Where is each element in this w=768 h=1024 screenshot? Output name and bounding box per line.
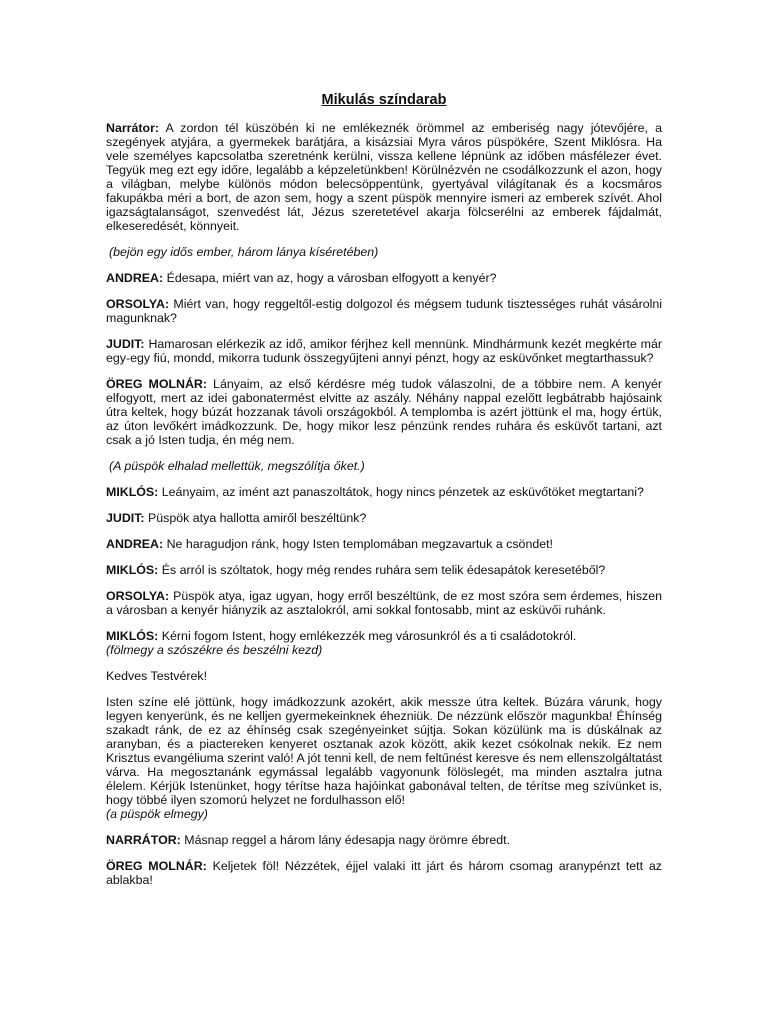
script-body bbox=[106, 121, 662, 887]
speaker-name: Narrátor: bbox=[106, 121, 160, 135]
dialogue-text: Keljetek föl! Nézzétek, éjjel valaki itt járt és három csomag aranypénzt tett az ablakba! bbox=[106, 859, 662, 887]
dialogue-text: Lányaim, az első kérdésre még tudok válaszolni, de a többire nem. A kenyér elfogyott, mert az idei gabonatermést elvitte az aszály. Néhány nappal ezelőtt legbátrabb hajósaink útra keltek, hogy búzát hozzanak távoli országokból. A templomba is azért jöttünk el ma, hogy értük, az úton levőkért imádkozzunk. De, hogy mikor lesz pénzünk rendes ruhára és esküvőt tartani, azt csak a jó Isten tudja, én még nem. bbox=[106, 377, 662, 447]
paragraph-text: Kedves Testvérek! bbox=[106, 669, 208, 683]
document-page bbox=[106, 92, 662, 887]
dialogue-text: Miért van, hogy reggeltől-estig dolgozol és mégsem tudunk tisztességes ruhát vásárolni magunknak? bbox=[106, 297, 662, 325]
dialogue-line bbox=[106, 859, 662, 887]
speaker-name: ANDREA: bbox=[106, 537, 164, 551]
speaker-name: ÖREG MOLNÁR: bbox=[106, 377, 208, 391]
dialogue-line bbox=[106, 629, 662, 657]
sermon-paragraph bbox=[106, 695, 662, 821]
speaker-name: ANDREA: bbox=[106, 271, 164, 285]
stage-direction: (fölmegy a szószékre és beszélni kezd) bbox=[106, 643, 323, 657]
dialogue-text: Hamarosan elérkezik az idő, amikor férjhez kell mennünk. Mindhármunk kezét megkérte már egy-egy fiú, mondd, mikorra tudunk összegyűjteni annyi pénzt, hogy az esküvőnket megtarthassuk? bbox=[106, 337, 662, 365]
dialogue-line bbox=[106, 337, 662, 365]
speaker-name: MIKLÓS: bbox=[106, 563, 159, 577]
sermon-paragraph bbox=[106, 669, 662, 683]
speaker-name: JUDIT: bbox=[106, 511, 145, 525]
dialogue-line bbox=[106, 121, 662, 233]
dialogue-line bbox=[106, 589, 662, 617]
dialogue-line bbox=[106, 485, 662, 499]
speaker-name: MIKLÓS: bbox=[106, 629, 159, 643]
stage-direction: (bejön egy idős ember, három lánya kíséretében) bbox=[109, 245, 379, 259]
dialogue-line bbox=[106, 563, 662, 577]
dialogue-line bbox=[106, 271, 662, 285]
speaker-name: ORSOLYA: bbox=[106, 297, 170, 311]
speaker-name: ÖREG MOLNÁR: bbox=[106, 859, 207, 873]
dialogue-text: Ne haragudjon ránk, hogy Isten templomában megzavartuk a csöndet! bbox=[166, 537, 553, 551]
dialogue-text: Püspök atya, igaz ugyan, hogy erről beszéltünk, de ez most szóra sem érdemes, hiszen a városban a kenyér hiányzik az asztalokról, ami sokkal fontosabb, mint az esküvői ruhánk. bbox=[106, 589, 662, 617]
dialogue-text: Leányaim, az imént azt panaszoltátok, hogy nincs pénzetek az esküvőtöket megtartani? bbox=[161, 485, 644, 499]
speaker-name: JUDIT: bbox=[106, 337, 145, 351]
dialogue-line bbox=[106, 537, 662, 551]
stage-direction: (a püspök elmegy) bbox=[106, 807, 208, 821]
dialogue-text: A zordon tél küszöbén ki ne emlékeznék örömmel az emberiség nagy jótevőjére, a szegények atyjára, a gyermekek barátjára, a kisázsiai Myra város püspökére, Szent Miklósra. Ha vele személyes kapcsolatba szeretnénk kerülni, vissza kellene lépnünk az időben másfélezer évet. Tegyük meg ezt egy időre, legalább a képzeletünkben! Körülnézvén ne csodálkozzunk el azon, hogy a világban, melybe különös módon belecsöppentünk, gyertyával világítanak és a kocsmáros fakupákba méri a bort, de azon sem, hogy a szent püspök mennyire ismeri az emberek szívét. Ahol igazságtalanságot, szenvedést lát, Jézus szeretetével akarja fölcserélni az emberek fájdalmát, elkeseredését, könnyeit. bbox=[106, 121, 662, 233]
dialogue-line bbox=[106, 833, 662, 847]
dialogue-text: Kérni fogom Istent, hogy emlékezzék meg városunkról és a ti családotokról. bbox=[161, 629, 577, 643]
stage-direction: (A püspök elhalad mellettük, megszólítja őket.) bbox=[109, 459, 365, 473]
speaker-name: NARRÁTOR: bbox=[106, 833, 181, 847]
dialogue-text: Püspök atya hallotta amiről beszéltünk? bbox=[148, 511, 367, 525]
document-title: Mikulás színdarab bbox=[321, 92, 447, 108]
dialogue-text: Édesapa, miért van az, hogy a városban elfogyott a kenyér? bbox=[166, 271, 497, 285]
speaker-name: MIKLÓS: bbox=[106, 485, 159, 499]
dialogue-line bbox=[106, 511, 662, 525]
paragraph-text: Isten színe elé jöttünk, hogy imádkozzunk azokért, akik messze útra keltek. Búzára várunk, hogy legyen kenyerünk, és ne kelljen gyermekeinknek éhezniük. De nézzünk először magunkba! Éhínség szakadt ránk, de ez az éhínség csak szegényeinket sújtja. Sokan közülünk ma is dúskálnak az aranyban, és a piactereken kenyeret osztanak azok között, akik kezet csókolnak nekik. Ez nem Krisztus evangéliuma szerint való! A jót tenni kell, de nem feltűnést keresve és nem ellenszolgáltatást várva. Ha megosztanánk egymással legalább vagyonunk fölöslegét, ma minden asztalra jutna élelem. Kérjük Istenünket, hogy térítse haza hajóinkat gabonával telten, de térítse meg szívünket is, hogy többé ilyen szomorú helyzet ne fordulhasson elő! bbox=[106, 695, 662, 807]
dialogue-text: És arról is szóltatok, hogy még rendes ruhára sem telik édesapátok keresetéből? bbox=[161, 563, 606, 577]
speaker-name: ORSOLYA: bbox=[106, 589, 170, 603]
dialogue-text: Másnap reggel a három lány édesapja nagy örömre ébredt. bbox=[184, 833, 511, 847]
dialogue-line bbox=[106, 377, 662, 447]
dialogue-line bbox=[106, 297, 662, 325]
